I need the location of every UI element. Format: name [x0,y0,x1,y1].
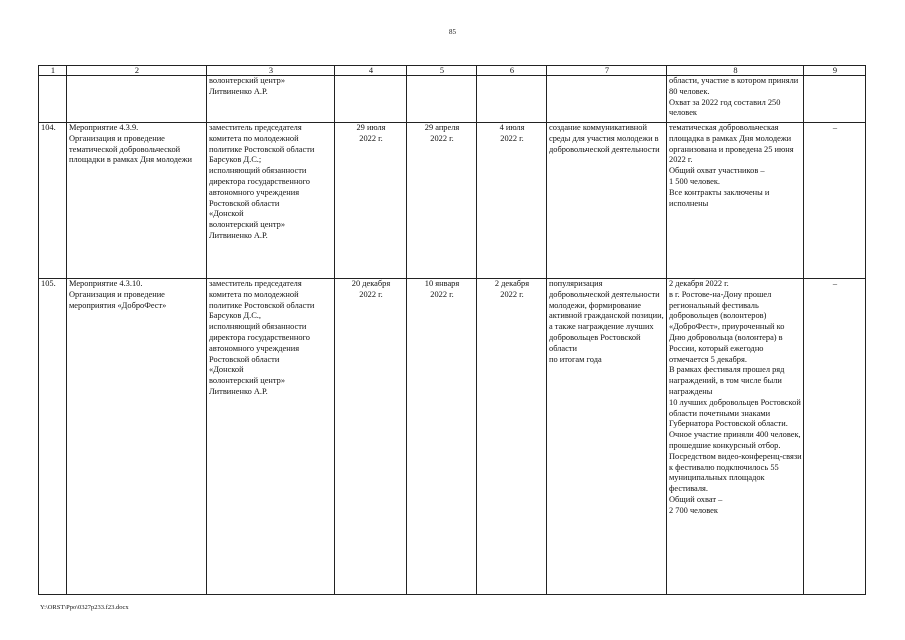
start-date [407,76,477,123]
row-number: 105. [39,279,67,595]
table-row [39,279,866,595]
responsible-person: заместитель председателя комитета по молодежной политике Ростовской области Барсуков Д.С.; исполняющий обязанности директора государственного автономного учреждения Ростовской области «Донской волонтерский центр» Литвиненко А.Р. [207,123,335,279]
event-name [67,76,207,123]
column-number: 5 [407,66,477,76]
start-date: 10 января 2022 г. [407,279,477,595]
note: – [804,123,866,279]
column-number: 9 [804,66,866,76]
column-number: 3 [207,66,335,76]
column-number: 8 [667,66,804,76]
table-row [39,76,866,123]
file-path-footer: Y:\ORST\Ppo\0327p233.f23.docx [40,604,129,611]
column-number: 4 [335,66,407,76]
row-number: 104. [39,123,67,279]
responsible-person: заместитель председателя комитета по молодежной политике Ростовской области Барсуков Д.С., исполняющий обязанности директора государственного автономного учреждения Ростовской области «Донской волонтерский центр» Литвиненко А.Р. [207,279,335,595]
column-number: 2 [67,66,207,76]
column-number: 6 [477,66,547,76]
note: – [804,279,866,595]
plan-date [335,76,407,123]
column-number: 1 [39,66,67,76]
planned-result: популяризация добровольческой деятельности молодежи, формирование активной гражданской позиции, а также награждение лучших добровольцев Ростовской области по итогам года [547,279,667,595]
plan-date: 29 июля 2022 г. [335,123,407,279]
table-row [39,123,866,279]
actual-result: тематическая добровольческая площадка в рамках Дня молодежи организована и проведена 25 июня 2022 г. Общий охват участников – 1 500 человек. Все контракты заключены и исполнены [667,123,804,279]
end-date [477,76,547,123]
page-number: 85 [449,28,456,36]
event-name: Мероприятие 4.3.9. Организация и проведение тематической добровольческой площадки в рамках Дня молодежи [67,123,207,279]
note [804,76,866,123]
actual-result: 2 декабря 2022 г. в г. Ростове-на-Дону прошел региональный фестиваль добровольцев (волонтеров) «ДоброФест», приуроченный ко Дню добровольца (волонтера) в России, который ежегодно отмечается 5 декабря. В рамках фестиваля прошел ряд награждений, в том числе были награждены 10 лучших добровольцев Ростовской области почетными знаками Губернатора Ростовской области. Очное участие приняли 400 человек, прошедшие конкурсный отбор. Посредством видео-конференц-связи к фестивалю подключилось 55 муниципальных площадок фестиваля. Общий охват – 2 700 человек [667,279,804,595]
end-date: 2 декабря 2022 г. [477,279,547,595]
responsible-person: волонтерский центр» Литвиненко А.Р. [207,76,335,123]
event-name: Мероприятие 4.3.10. Организация и проведение мероприятия «ДоброФест» [67,279,207,595]
actual-result: области, участие в котором приняли 80 человек. Охват за 2022 год составил 250 человек [667,76,804,123]
column-number: 7 [547,66,667,76]
planned-result [547,76,667,123]
planned-result: создание коммуникативной среды для участия молодежи в добровольческой деятельности [547,123,667,279]
end-date: 4 июля 2022 г. [477,123,547,279]
report-table [38,65,866,595]
plan-date: 20 декабря 2022 г. [335,279,407,595]
column-number-row [39,66,866,76]
row-number [39,76,67,123]
start-date: 29 апреля 2022 г. [407,123,477,279]
